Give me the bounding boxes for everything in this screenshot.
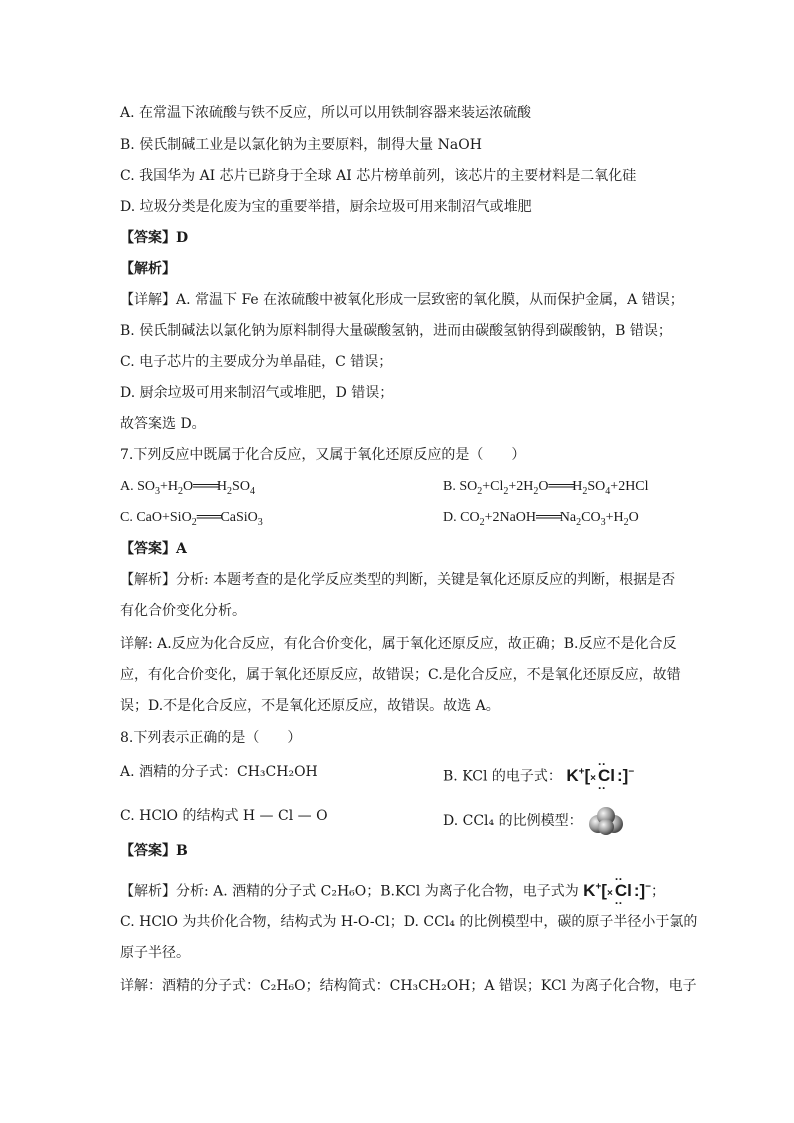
ccl4-space-filling-model-icon	[587, 806, 625, 836]
q7-detail-3: 误；D.不是化合反应，不是氧化还原反应，故错误。故选 A。	[120, 698, 500, 714]
q7-stem: 7.下列反应中既属于化合反应，又属于氧化还原反应的是（ ）	[120, 447, 526, 463]
q6-answer: 【答案】D	[120, 230, 189, 246]
q6-analysis-head: 【解析】	[120, 261, 176, 277]
q8-option-b	[443, 762, 634, 789]
q8-detail-1: 详解：酒精的分子式：C₂H₆O；结构简式：CH₃CH₂OH；A 错误；KCl 为离子化合物，电子	[120, 978, 697, 994]
q8-option-c: C. HClO 的结构式 H — Cl — O	[120, 808, 328, 824]
q6-detail-b: B. 侯氏制碱法以氯化钠为原料制得大量碳酸氢钠，进而由碳酸氢钠得到碳酸钠，B 错误；	[120, 323, 672, 339]
q8-answer: 【答案】B	[120, 843, 188, 859]
q6-option-a: A. 在常温下浓硫酸与铁不反应，所以可以用铁制容器来装运浓硫酸	[120, 105, 532, 121]
q8-option-b-label: B. KCl 的电子式：	[443, 768, 562, 785]
q7-answer: 【答案】A	[120, 541, 187, 557]
q8-analysis-3: 原子半径。	[120, 945, 190, 961]
q6-option-b: B. 侯氏制碱工业是以氯化钠为主要原料，制得大量 NaOH	[120, 137, 482, 153]
q7-detail-1: 详解: A.反应为化合反应，有化合价变化，属于氧化还原反应，故正确；B.反应不是化合反	[120, 636, 677, 652]
q6-option-d: D. 垃圾分类是化废为宝的重要举措，厨余垃圾可用来制沼气或堆肥	[120, 199, 532, 215]
q8-analysis-1-text: 【解析】分析: A. 酒精的分子式 C₂H₆O；B.KCl 为离子化合物，电子式为	[120, 883, 579, 900]
kcl-electron-formula: K+[×·· Cl ·· :]−	[566, 766, 634, 785]
q6-detail-a: 【详解】A. 常温下 Fe 在浓硫酸中被氧化形成一层致密的氧化膜，从而保护金属，A 错误；	[120, 292, 684, 308]
q7-analysis-1: 【解析】分析: 本题考查的是化学反应类型的判断，关键是氧化还原反应的判断，根据是否	[120, 572, 676, 588]
q8-option-d-label: D. CCl₄ 的比例模型：	[443, 813, 583, 829]
q8-analysis-1: 【解析】分析: A. 酒精的分子式 C₂H₆O；B.KCl 为离子化合物，电子式为 K+[×·· Cl ·· :]−；	[120, 877, 665, 904]
q7-option-c: C. CaO+SiO$_2$═══CaSiO$_3$	[120, 510, 263, 528]
q8-analysis-2: C. HClO 为共价化合物，结构式为 H-O-Cl；D. CCl₄ 的比例模型中，碳的原子半径小于氯的	[120, 914, 698, 930]
q6-detail-c: C. 电子芯片的主要成分为单晶硅，C 错误；	[120, 354, 393, 370]
q8-option-d	[443, 806, 625, 836]
q6-conclusion: 故答案选 D。	[120, 416, 206, 432]
q7-option-b: B. $SO_2+Cl_2+2H_2O═══H_2SO_4+2HCl$	[443, 479, 649, 497]
kcl-electron-formula-inline: K+[×·· Cl ·· :]−	[583, 881, 651, 900]
q8-option-a: A. 酒精的分子式：CH₃CH₂OH	[120, 764, 318, 780]
q7-option-d: D. $CO_2+2NaOH═══Na_2CO_3+H_2O$	[443, 510, 639, 528]
q7-analysis-2: 有化合价变化分析。	[120, 603, 246, 619]
q7-detail-2: 应，有化合价变化，属于氧化还原反应，故错误；C.是化合反应，不是氧化还原反应，故错	[120, 667, 681, 683]
q7-option-a: A. $SO_3+H_2O═══H_2SO_4$	[120, 479, 255, 497]
q6-option-c: C. 我国华为 AI 芯片已跻身于全球 AI 芯片榜单前列，该芯片的主要材料是二氧化硅	[120, 168, 637, 184]
q8-stem: 8.下列表示正确的是（ ）	[120, 730, 302, 746]
q6-detail-d: D. 厨余垃圾可用来制沼气或堆肥，D 错误；	[120, 385, 394, 401]
